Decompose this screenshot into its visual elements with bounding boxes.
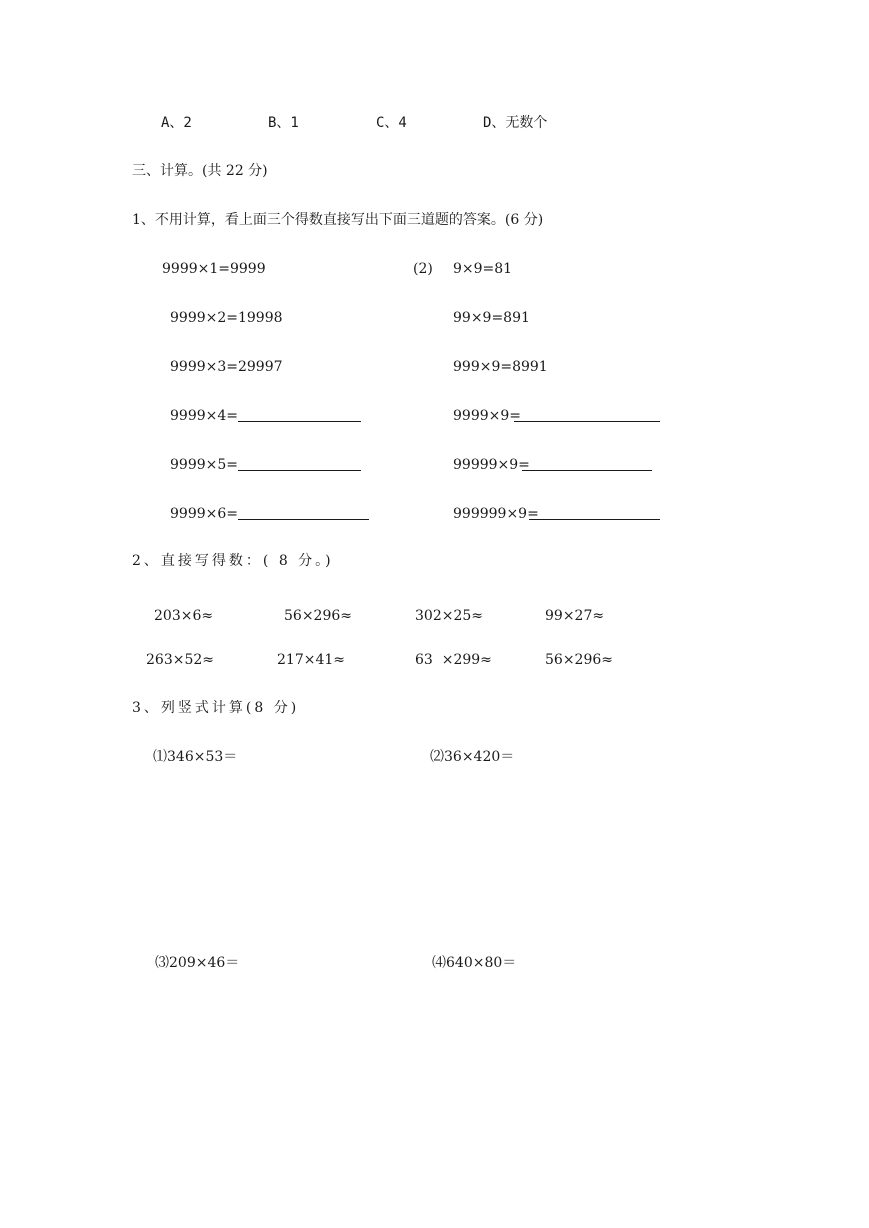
- q1-left-line-2: 9999×2=19998: [170, 310, 283, 326]
- choice-c: C、4: [376, 115, 407, 131]
- question-1-title: 1、不用计算，看上面三个得数直接写出下面三道题的答案。(6 分): [132, 212, 544, 228]
- q1-right-line-2: 99×9=891: [453, 310, 530, 326]
- answer-blank-left-4[interactable]: [238, 421, 361, 422]
- q1-right-line-4: 9999×9=: [453, 408, 521, 424]
- q1-part-2-marker: (2): [413, 261, 433, 277]
- estimate-item: 63 ×299≈: [415, 652, 492, 668]
- estimate-item: 56×296≈: [284, 608, 352, 624]
- estimate-item: 56×296≈: [545, 652, 613, 668]
- vertical-calc-item-3: ⑶209×46＝: [155, 955, 240, 971]
- q1-right-line-3: 999×9=8991: [453, 359, 548, 375]
- answer-blank-left-6[interactable]: [238, 519, 369, 520]
- answer-blank-left-5[interactable]: [238, 470, 361, 471]
- estimate-item: 217×41≈: [277, 652, 345, 668]
- choice-d: D、无数个: [483, 115, 548, 131]
- q1-left-line-5: 9999×5=: [170, 457, 238, 473]
- q1-right-line-5: 99999×9=: [453, 457, 530, 473]
- choice-a: A、2: [161, 115, 192, 131]
- q1-left-line-4: 9999×4=: [170, 408, 238, 424]
- question-3-title: 3、列竖式计算(8 分): [132, 700, 300, 716]
- vertical-calc-item-4: ⑷640×80＝: [432, 955, 517, 971]
- answer-blank-right-6[interactable]: [529, 519, 660, 520]
- q1-right-line-6: 999999×9=: [453, 506, 539, 522]
- estimate-item: 263×52≈: [146, 652, 214, 668]
- q1-left-line-6: 9999×6=: [170, 506, 238, 522]
- question-2-title: 2、直接写得数：( 8 分。): [132, 553, 334, 569]
- answer-blank-right-4[interactable]: [514, 421, 660, 422]
- estimate-item: 302×25≈: [415, 608, 483, 624]
- vertical-calc-item-1: ⑴346×53＝: [153, 749, 238, 765]
- q1-left-line-1: 9999×1=9999: [162, 261, 266, 277]
- q1-right-line-1: 9×9=81: [453, 261, 513, 277]
- estimate-item: 99×27≈: [545, 608, 605, 624]
- section-title: 三、计算。(共 22 分): [132, 163, 268, 179]
- answer-blank-right-5[interactable]: [522, 470, 652, 471]
- estimate-item: 203×6≈: [154, 608, 214, 624]
- q1-left-line-3: 9999×3=29997: [170, 359, 283, 375]
- choice-b: B、1: [268, 115, 299, 131]
- vertical-calc-item-2: ⑵36×420＝: [430, 749, 515, 765]
